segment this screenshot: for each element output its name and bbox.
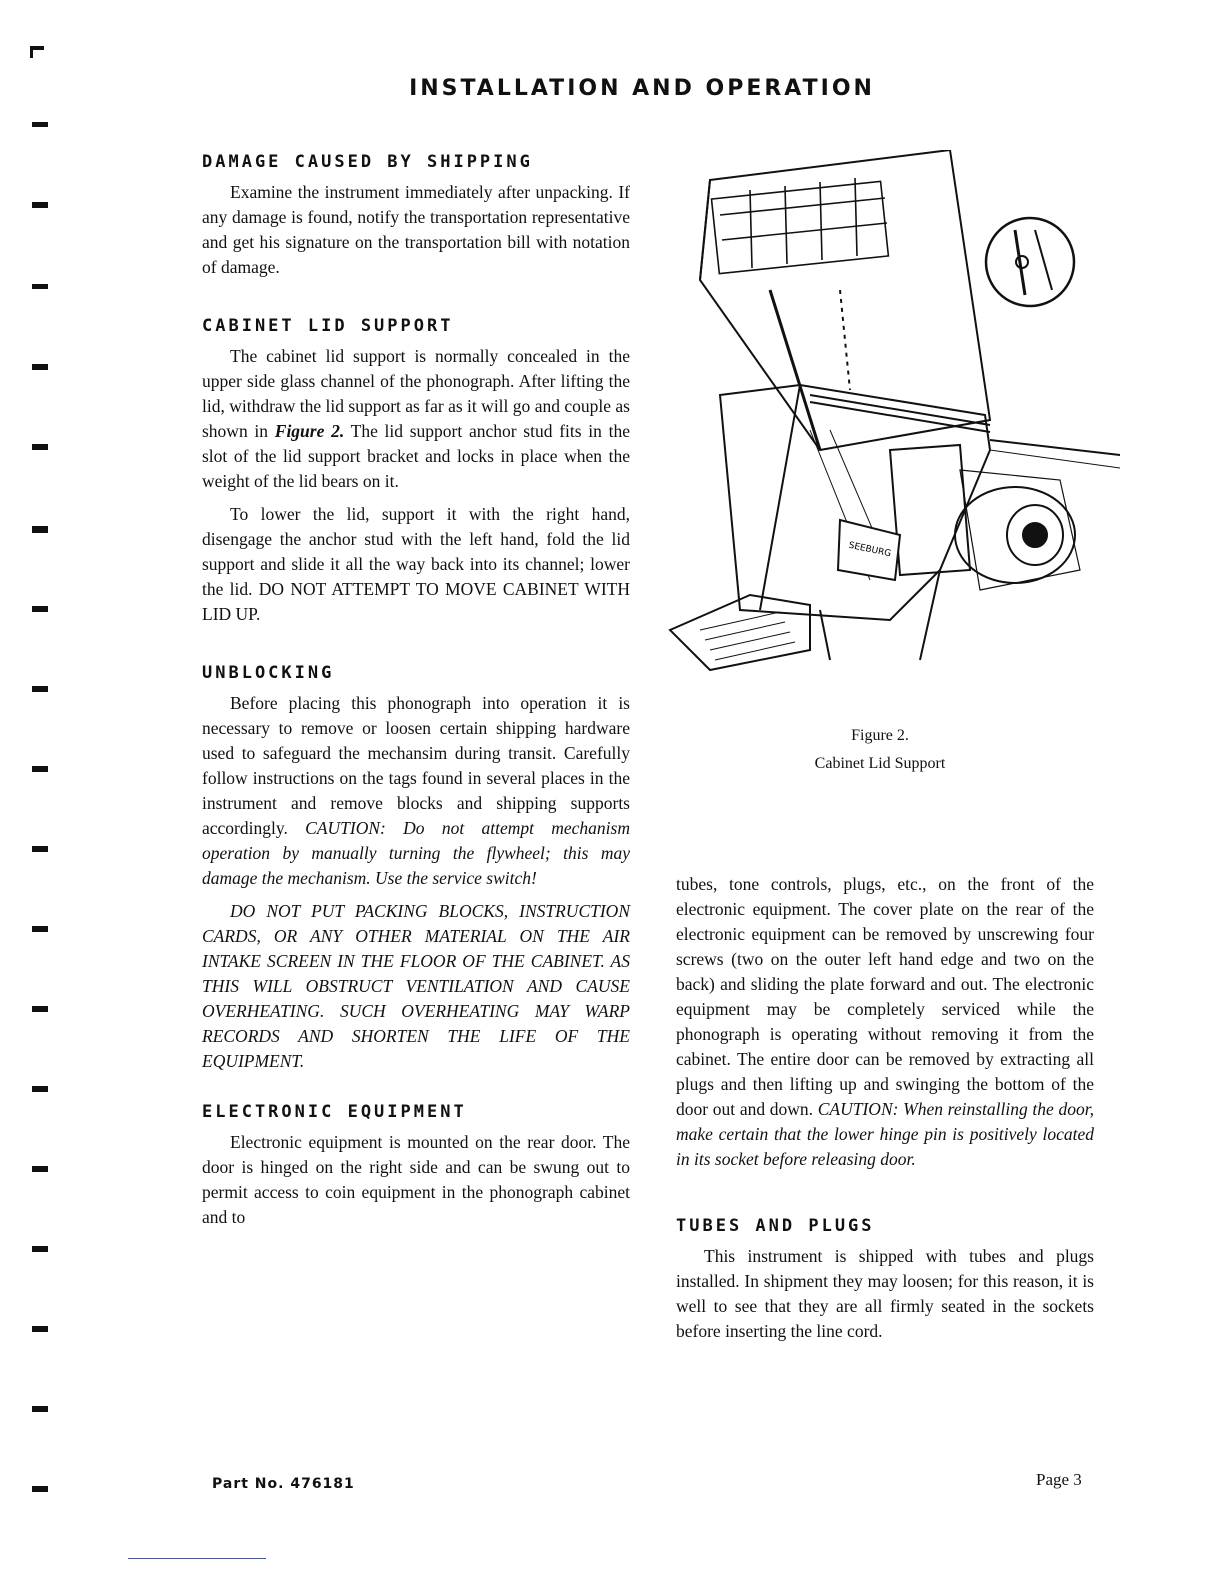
lid-text-1: The cabinet lid support is normally concealed in the upper side glass channel of the phonograph. After lifting the lid, withdraw the lid support as far as it will go and couple as shown in Figure 2. The lid support anchor stud fits in the slot of the lid support bracket and locks in place when the weight of the lid bears on it. [202,346,630,491]
figure-caption-block [760,722,1000,778]
section-lid-support [202,316,630,627]
footer-page-number: Page 3 [1036,1470,1082,1489]
figure-brand-label: SEEBURG [847,540,892,560]
section-damage [202,152,630,280]
page-title: INSTALLATION AND OPERATION [409,76,875,101]
heading-electronic: ELECTRONIC EQUIPMENT [202,1102,467,1122]
figure-caption: Cabinet Lid Support [814,755,946,772]
footer-part-number: Part No. 476181 [212,1476,355,1492]
lid-text-2: To lower the lid, support it with the right hand, disengage the anchor stud with the left hand, fold the lid support and slide it all the way back into its channel; lower the lid. DO NOT ATTEMPT TO MOVE CABINET WITH LID UP. [202,504,630,624]
heading-lid-support: CABINET LID SUPPORT [202,316,454,336]
section-tubes [676,1216,1094,1344]
unblocking-text-1: Before placing this phonograph into operation it is necessary to remove or loosen certain shipping hardware used to safeguard the mechansim during transit. Carefully follow instructions on the tags found in several places in the instrument and remove blocks and shipping supports accordingly. CAUTION: Do not attempt mechanism operation by manually turning the flywheel; this may damage the mechanism. Use the service switch! [202,693,630,888]
heading-damage: DAMAGE CAUSED BY SHIPPING [202,152,533,172]
electronic-text-1: Electronic equipment is mounted on the rear door. The door is hinged on the right side and can be swung out to permit access to coin equipment in the phonograph cabinet and to [202,1132,630,1227]
electronic-caution: CAUTION: When reinstalling the door, make certain that the lower hinge pin is positively located in its socket before releasing door. [676,1099,1094,1169]
figure-cabinet-lid-support [660,150,1120,680]
figure-label: Figure 2. [851,727,909,744]
left-column [202,152,630,1238]
tubes-text: This instrument is shipped with tubes and plugs installed. In shipment they may loosen; for this reason, it is well to see that they are all firmly seated in the sockets before inserting the line cord. [676,1246,1094,1341]
section-electronic [202,1102,630,1230]
bottom-rule [128,1558,266,1559]
heading-unblocking: UNBLOCKING [202,663,335,683]
heading-tubes: TUBES AND PLUGS [676,1216,875,1236]
unblocking-warning: DO NOT PUT PACKING BLOCKS, INSTRUCTION CARDS, OR ANY OTHER MATERIAL ON THE AIR INTAKE SCREEN IN THE FLOOR OF THE CABINET. AS THIS WILL OBSTRUCT VENTILATION AND CAUSE OVERHEATING. SUCH OVERHEATING MAY WARP RECORDS AND SHORTEN THE LIFE OF THE EQUIPMENT. [202,901,630,1071]
damage-text: Examine the instrument immediately after unpacking. If any damage is found, notify the transportation representative and get his signature on the transportation bill with notation of damage. [202,182,630,277]
figure-reference: Figure 2. [274,421,345,441]
section-unblocking [202,663,630,1074]
binder-marks [30,40,54,1500]
right-column [676,872,1094,1352]
electronic-text-continued: tubes, tone controls, plugs, etc., on the front of the electronic equipment. The cover plate on the rear of the electronic equipment can be removed by unscrewing four screws (two on the outer left hand edge and two on the back) and sliding the plate forward and out. The electronic equipment may be completely serviced while the phonograph is operating without removing it from the cabinet. The entire door can be removed by extracting all plugs and then lifting up and swinging the bottom of the door out and down. CAUTION: When reinstalling the door, make certain that the lower hinge pin is positively located in its socket before releasing door. [676,874,1094,1169]
unblocking-caution: CAUTION: Do not attempt mechanism operation by manually turning the flywheel; this may damage the mechanism. Use the service switch! [202,818,630,888]
